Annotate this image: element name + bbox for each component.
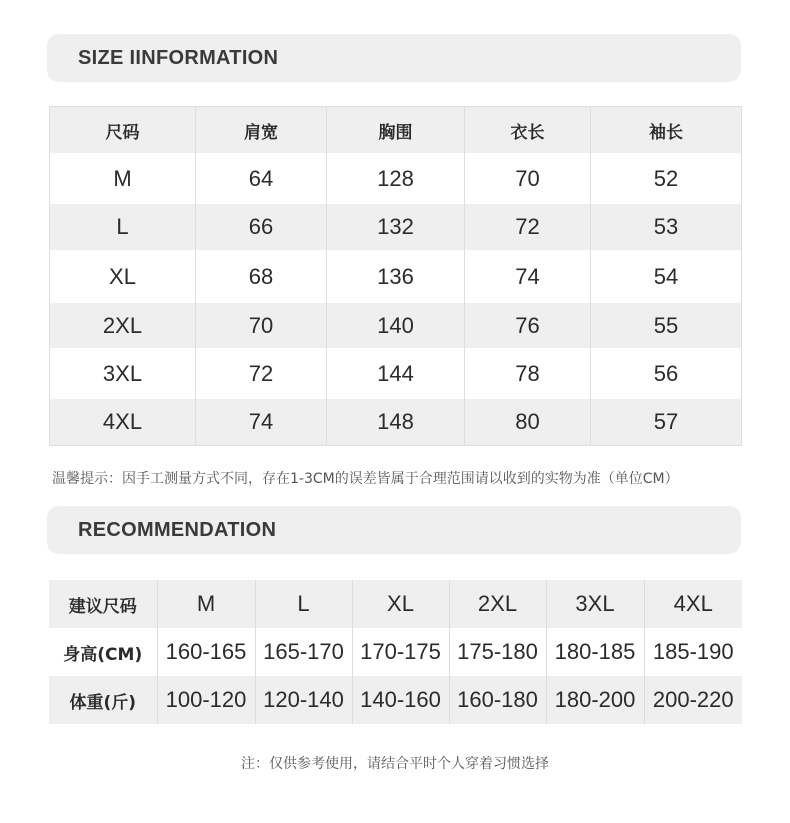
table-cell: 160-165 [157, 628, 255, 676]
table-cell: 56 [591, 348, 742, 399]
header-cell-shoulder: 肩宽 [196, 107, 327, 154]
table-cell: 132 [327, 204, 465, 250]
table-cell: 140-160 [352, 676, 449, 724]
table-row [50, 303, 742, 348]
table-cell: 72 [465, 204, 591, 250]
table-row [50, 399, 742, 445]
table-cell: L [255, 580, 352, 628]
recommendation-size-row [49, 580, 742, 628]
table-cell: M [50, 153, 196, 204]
table-cell: 2XL [449, 580, 546, 628]
measurement-tip: 温馨提示：因手工测量方式不同，存在1-3CM的误差皆属于合理范围请以收到的实物为准（单位CM） [52, 471, 679, 487]
row-label: 体重(斤) [49, 676, 157, 724]
table-cell: 57 [591, 399, 742, 445]
table-cell: 2XL [50, 303, 196, 348]
table-cell: 4XL [644, 580, 742, 628]
table-cell: 160-180 [449, 676, 546, 724]
table-cell: 55 [591, 303, 742, 348]
size-table-header-row [50, 107, 742, 154]
header-cell-length: 衣长 [465, 107, 591, 154]
table-cell: XL [50, 250, 196, 303]
table-cell: 54 [591, 250, 742, 303]
table-cell: 64 [196, 153, 327, 204]
recommendation-height-row [49, 628, 742, 676]
table-cell: 74 [465, 250, 591, 303]
table-cell: 185-190 [644, 628, 742, 676]
table-row [50, 153, 742, 204]
size-information-title: SIZE IINFORMATION [78, 46, 279, 69]
table-cell: 180-185 [546, 628, 644, 676]
table-cell: 72 [196, 348, 327, 399]
recommendation-header [47, 506, 741, 554]
table-row [50, 204, 742, 250]
recommendation-table [49, 580, 742, 724]
table-cell: 170-175 [352, 628, 449, 676]
table-row [50, 348, 742, 399]
table-cell: 68 [196, 250, 327, 303]
size-information-header [47, 34, 741, 82]
table-cell: 120-140 [255, 676, 352, 724]
reference-note: 注：仅供参考使用，请结合平时个人穿着习惯选择 [241, 756, 549, 772]
header-cell-sleeve: 袖长 [591, 107, 742, 154]
size-table [49, 106, 742, 446]
table-cell: 70 [465, 153, 591, 204]
table-cell: L [50, 204, 196, 250]
table-cell: 52 [591, 153, 742, 204]
table-cell: 78 [465, 348, 591, 399]
table-cell: 200-220 [644, 676, 742, 724]
table-cell: 66 [196, 204, 327, 250]
table-cell: 76 [465, 303, 591, 348]
table-cell: 136 [327, 250, 465, 303]
table-cell: 140 [327, 303, 465, 348]
table-cell: 4XL [50, 399, 196, 445]
header-cell-chest: 胸围 [327, 107, 465, 154]
table-cell: 144 [327, 348, 465, 399]
row-label: 身高(CM) [63, 644, 143, 665]
table-cell: 3XL [546, 580, 644, 628]
table-cell: 3XL [50, 348, 196, 399]
table-cell: 165-170 [255, 628, 352, 676]
recommendation-title: RECOMMENDATION [78, 518, 277, 541]
table-cell: M [157, 580, 255, 628]
table-cell: 70 [196, 303, 327, 348]
table-cell: 180-200 [546, 676, 644, 724]
table-cell: 128 [327, 153, 465, 204]
table-cell: 175-180 [449, 628, 546, 676]
row-label: 建议尺码 [49, 580, 157, 628]
table-cell: 100-120 [157, 676, 255, 724]
table-cell: 148 [327, 399, 465, 445]
header-cell-size: 尺码 [50, 107, 196, 154]
recommendation-weight-row [49, 676, 742, 724]
table-cell: 80 [465, 399, 591, 445]
table-cell: 53 [591, 204, 742, 250]
table-cell: 74 [196, 399, 327, 445]
table-row [50, 250, 742, 303]
table-cell: XL [352, 580, 449, 628]
